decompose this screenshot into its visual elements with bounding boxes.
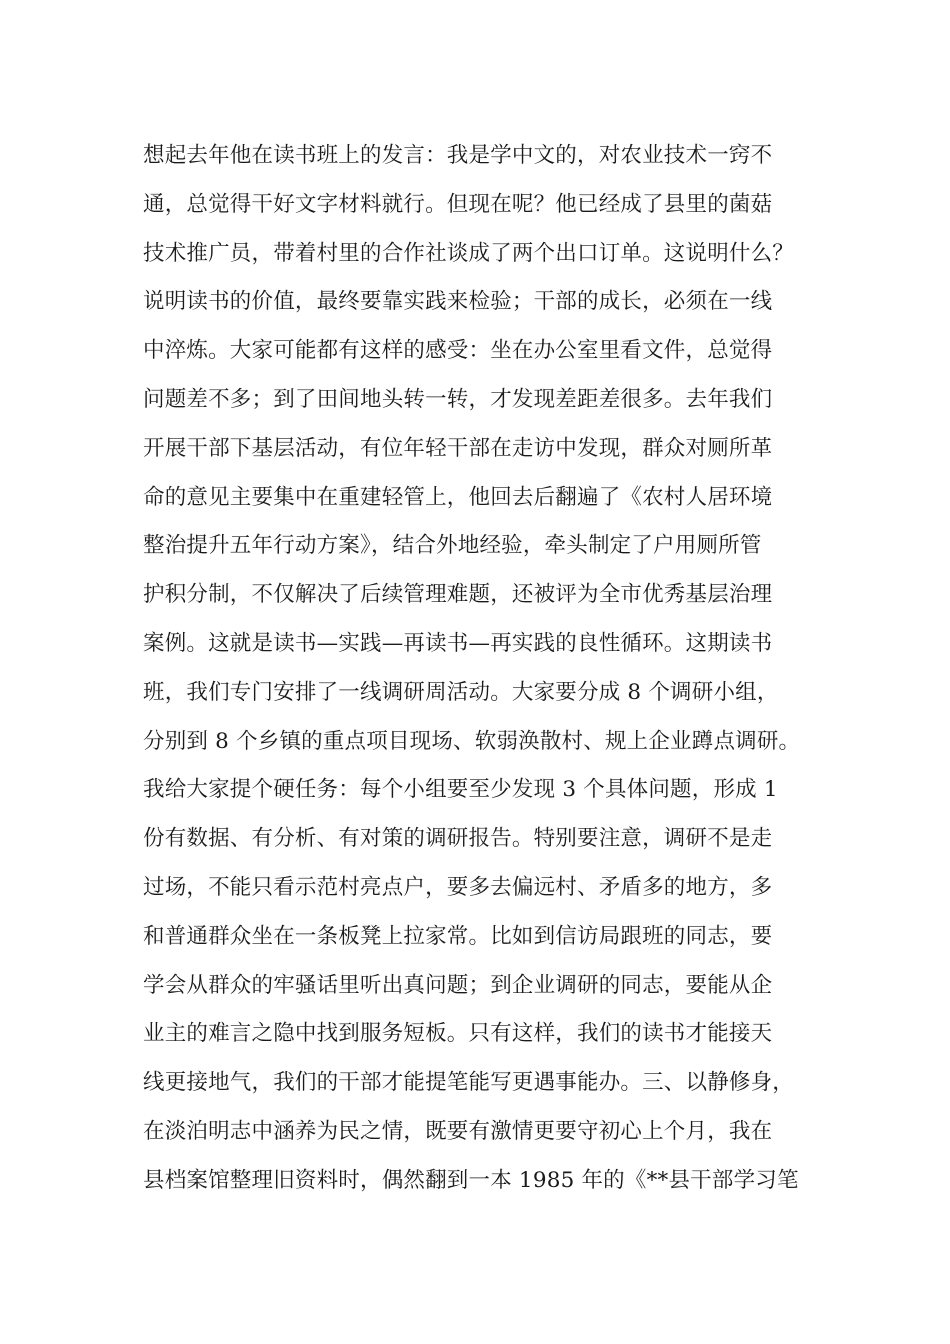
text-line: 想起去年他在读书班上的发言：我是学中文的，对农业技术一窍不 [143,143,773,168]
text-line: 份有数据、有分析、有对策的调研报告。特别要注意，调研不是走 [143,826,773,852]
text-line: 过场，不能只看示范村亮点户，要多去偏远村、矛盾多的地方，多 [143,874,773,900]
text-line: 技术推广员，带着村里的合作社谈成了两个出口订单。这说明什么？ [143,240,795,266]
text-line: 业主的难言之隐中找到服务短板。只有这样，我们的读书才能接天 [143,1021,773,1047]
text-line: 我给大家提个硬任务：每个小组要至少发现 3 个具体问题，形成 1 [143,777,778,803]
text-line: 学会从群众的牢骚话里听出真问题；到企业调研的同志，要能从企 [143,972,773,998]
text-line: 整治提升五年行动方案》，结合外地经验，牵头制定了户用厕所管 [143,533,762,559]
text-line: 问题差不多；到了田间地头转一转，才发现差距差很多。去年我们 [143,386,773,412]
text-line: 案例。这就是读书—实践—再读书—再实践的良性循环。这期读书 [143,630,773,656]
text-line: 中淬炼。大家可能都有这样的感受：坐在办公室里看文件，总觉得 [143,338,773,364]
body-text [143,132,843,1206]
text-line: 命的意见主要集中在重建轻管上，他回去后翻遍了《农村人居环境 [143,484,773,510]
text-line: 护积分制，不仅解决了后续管理难题，还被评为全市优秀基层治理 [143,582,773,608]
text-line: 县档案馆整理旧资料时，偶然翻到一本 1985 年的《**县干部学习笔 [143,1167,799,1193]
text-line: 通，总觉得干好文字材料就行。但现在呢？他已经成了县里的菌菇 [143,191,773,217]
text-line: 线更接地气，我们的干部才能提笔能写更遇事能办。三、以静修身， [143,1070,795,1096]
text-line: 分别到 8 个乡镇的重点项目现场、软弱涣散村、规上企业蹲点调研。 [143,728,801,754]
text-line: 在淡泊明志中涵养为民之情，既要有激情更要守初心上个月，我在 [143,1118,773,1144]
text-line: 开展干部下基层活动，有位年轻干部在走访中发现，群众对厕所革 [143,435,773,461]
text-line: 和普通群众坐在一条板凳上拉家常。比如到信访局跟班的同志，要 [143,923,773,949]
text-line: 班，我们专门安排了一线调研周活动。大家要分成 8 个调研小组， [143,679,779,705]
text-line: 说明读书的价值，最终要靠实践来检验；干部的成长，必须在一线 [143,289,773,315]
